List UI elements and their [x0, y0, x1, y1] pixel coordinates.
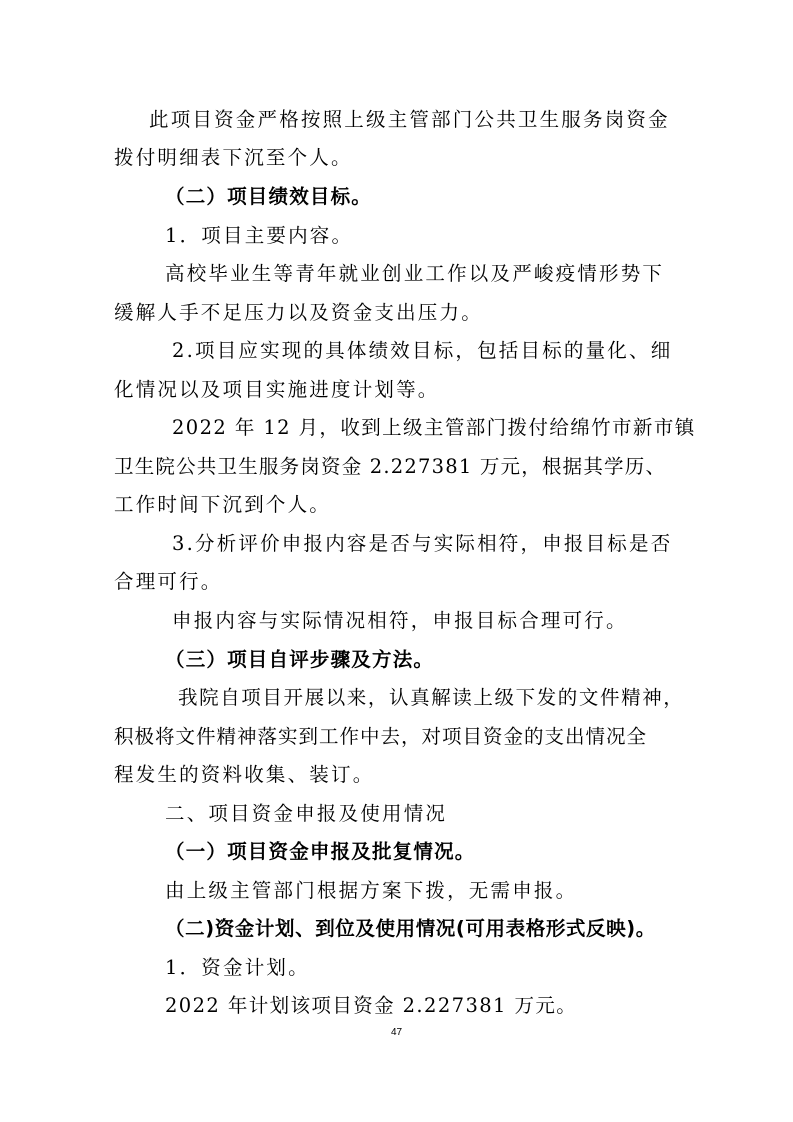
section-heading: （二)资金计划、到位及使用情况(可用表格形式反映)。: [165, 917, 656, 940]
subsection-heading: 3.分析评价申报内容是否与实际相符，申报目标是否: [172, 532, 673, 555]
paragraph-line: 拨付明细表下沉至个人。: [114, 146, 353, 169]
paragraph-line: 积极将文件精神落实到工作中去，对项目资金的支出情况全: [114, 725, 648, 748]
paragraph-line: 工作时间下沉到个人。: [114, 493, 332, 516]
subsection-heading: 1．项目主要内容。: [165, 224, 354, 247]
subsection-heading: 1．资金计划。: [165, 956, 310, 979]
paragraph-line: 2022 年 12 月，收到上级主管部门拨付给绵竹市新市镇: [172, 416, 696, 439]
section-heading: （一）项目资金申报及批复情况。: [165, 840, 476, 863]
paragraph-line: 化情况以及项目实施进度计划等。: [114, 378, 440, 401]
paragraph-line: 2022 年计划该项目资金 2.227381 万元。: [165, 994, 578, 1017]
paragraph-line: 合理可行。: [114, 570, 223, 593]
paragraph-line: 高校毕业生等青年就业创业工作以及严峻疫情形势下: [165, 262, 665, 285]
subsection-heading: 2.项目应实现的具体绩效目标，包括目标的量化、细: [172, 339, 673, 362]
paragraph-line: 由上级主管部门根据方案下拨，无需申报。: [165, 879, 578, 902]
paragraph-line: 此项目资金严格按照上级主管部门公共卫生服务岗资金: [149, 108, 670, 131]
section-heading: （三）项目自评步骤及方法。: [165, 648, 435, 671]
page-number: 47: [390, 1027, 403, 1038]
paragraph-line: 缓解人手不足压力以及资金支出压力。: [114, 301, 483, 324]
paragraph-line: 程发生的资料收集、装订。: [114, 763, 375, 786]
paragraph-line: 我院自项目开展以来，认真解读上级下发的文件精神，: [178, 686, 685, 709]
chapter-heading: 二、项目资金申报及使用情况: [165, 802, 448, 825]
section-heading: （二）项目绩效目标。: [165, 185, 373, 208]
paragraph-line: 卫生院公共卫生服务岗资金 2.227381 万元，根据其学历、: [114, 455, 667, 478]
paragraph-line: 申报内容与实际情况相符，申报目标合理可行。: [172, 609, 628, 632]
